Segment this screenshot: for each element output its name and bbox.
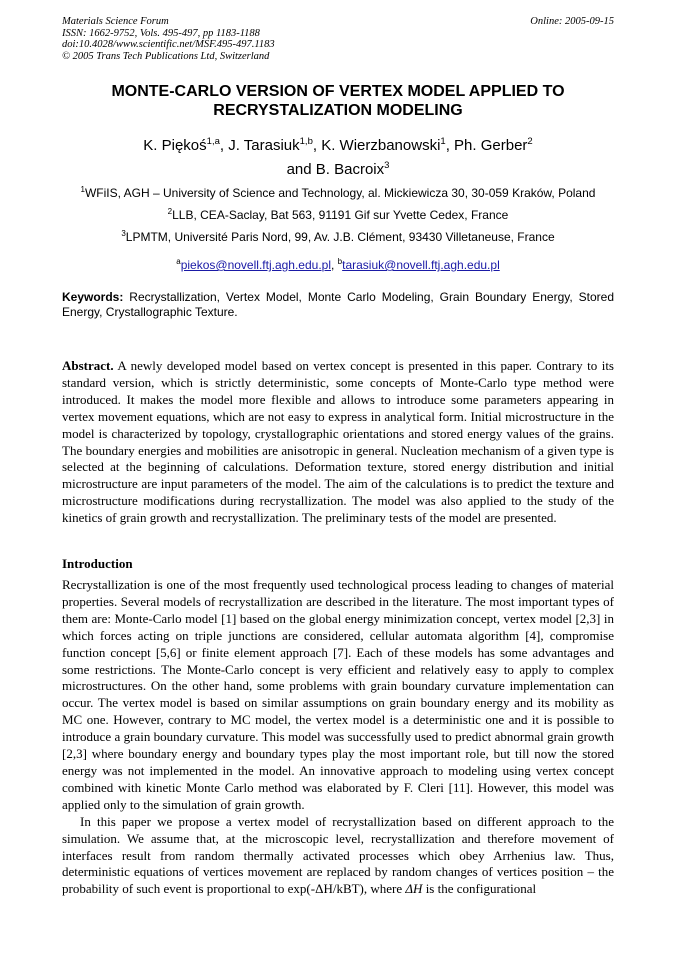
authors-line-2: and B. Bacroix$^3$ [286, 160, 390, 178]
arrhenius-formula: exp(-ΔH/kBT) [287, 881, 364, 897]
delta-h-symbol: ΔH [405, 881, 423, 897]
author: K. Piękoś$^{1,a}$ [143, 136, 220, 154]
affiliation-2: $^2$LLB, CEA-Saclay, Bat 563, 91191 Gif sur Yvette Cedex, France [167, 207, 509, 222]
abstract-text: A newly developed model based on vertex concept is presented in this paper. Contrary to its standard version, which is strictly deterministic, some concepts of Monte-Carlo type method were introduced. It makes the model more flexible and allows to introduce some parameters appearing in vertex movement equations, which are not easy to express in analytical form. Initial microstructure in the model is characterized by topology, crystallographic orientations and stored energy values of the grains. The boundary energies and mobilities are anisotropic in general. Nucleation mechanism of a given type is selected at the beginning of calculations. Deformation texture, stored energy distribution and initial microstructure are input parameters of the model. The aim of the calculations is to predict the texture and microstructure modifications during recrystallization. The model was also applied to the study of the kinetics of grain growth and recrystallization. The preliminary tests of the model are presented. [62, 358, 614, 526]
abstract [62, 358, 614, 527]
issn-line: ISSN: 1662-9752, Vols. 495-497, pp 1183-1188 [62, 27, 260, 39]
author: J. Tarasiuk$^{1,b}$ [228, 136, 313, 154]
paper-title [62, 82, 614, 120]
title-line-2: RECRYSTALIZATION MODELING [213, 102, 463, 119]
email-link[interactable]: piekos@novell.ftj.agh.edu.pl [180, 258, 331, 272]
affiliation-1: $^1$WFiIS, AGH – University of Science and Technology, al. Mickiewicza 30, 30-059 Kraków, Poland [80, 185, 596, 200]
keywords-text: Recrystallization, Vertex Model, Monte Carlo Modeling, Grain Boundary Energy, Stored Energy, Crystallographic Texture. [62, 290, 614, 319]
copyright-line: © 2005 Trans Tech Publications Ltd, Switzerland [62, 50, 270, 62]
paragraph: Recrystallization is one of the most frequently used technological process leading to changes of material properties. Several models of recrystallization are described in the literature. The most important types of them are: Monte-Carlo model [1] based on the global energy minimization concept, vertex model [2,3] in which forces acting on triple junctions are considered, cellular automata algorithm [4], compromise function concept [5,6] or finite element approach [7]. Each of these models has some advantages and some restrictions. The Monte-Carlo concept is very efficient and relatively easy to apply to complex microstructures. On the other hand, some problems with grain boundary curvature implementation can occur. The vertex model is based on similar assumptions on grain boundary energy and its mobility as MC one. However, contrary to MC model, the vertex model is a deterministic one and it is possible to introduce a grain boundary curvature. This model was successfully used to predict abnormal grain growth [2,3] where boundary energy and boundary types play the most important role, but till now the stored energy was not implemented in the model. An innovative approach to modeling using vertex concept combined with kinetic Monte Carlo method was elaborated by F. Cleri [11]. However, this model was applied only to the simulation of grain growth. [62, 577, 614, 812]
journal-name: Materials Science Forum [62, 16, 169, 27]
authors-line-1: K. Piękoś$^{1,a}$, J. Tarasiuk$^{1,b}$, K. Wierzbanowski$^1$, Ph. Gerber$^2$ [143, 136, 533, 154]
email-link[interactable]: tarasiuk@novell.ftj.agh.edu.pl [342, 258, 500, 272]
keywords-label: Keywords: [62, 290, 124, 304]
author-list [62, 134, 614, 182]
section-heading-introduction: Introduction [62, 556, 133, 571]
author: K. Wierzbanowski$^1$ [321, 136, 446, 154]
keywords [62, 290, 614, 320]
title-line-1: MONTE-CARLO VERSION OF VERTEX MODEL APPLIED TO [111, 83, 565, 100]
introduction-body [62, 577, 614, 898]
doi-line: doi:10.4028/www.scientific.net/MSF.495-497.1183 [62, 39, 275, 50]
abstract-label: Abstract. [62, 358, 114, 373]
author: Ph. Gerber$^2$ [454, 136, 533, 154]
online-date: Online: 2005-09-15 [530, 16, 614, 27]
affiliation-3: $^3$LPMTM, Université Paris Nord, 99, Av. J.B. Clément, 93430 Villetaneuse, France [121, 229, 555, 244]
email-list: $^a$piekos@novell.ftj.agh.edu.pl, $^b$tarasiuk@novell.ftj.agh.edu.pl [176, 257, 500, 272]
journal-header [62, 16, 614, 62]
paragraph: In this paper we propose a vertex model of recrystallization based on different approach to the simulation. We assume that, at the microscopic level, recrystallization and therefore movement of interfaces result from random thermally activated processes which obey Arrhenius law. Thus, deterministic equations of vertices movement are replaced by random changes of vertices position – the probability of such event is proportional to exp(-ΔH/kBT), where ΔH is the configurational [62, 813, 614, 897]
